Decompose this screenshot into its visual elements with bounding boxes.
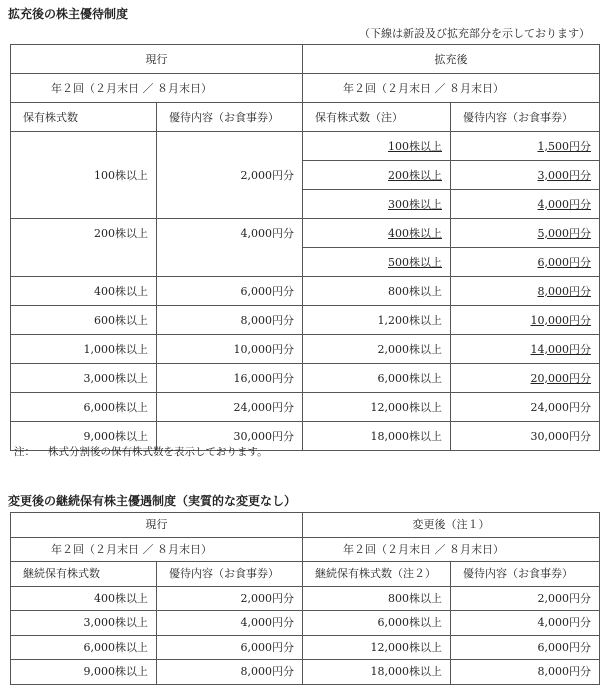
expanded-benefit-cell: 8,000円分 [451,277,600,306]
changed-benefit-cell: 8,000円分 [451,660,600,685]
header-expanded: 拡充後 [303,45,600,74]
changed-benefit-cell: 4,000円分 [451,611,600,636]
footnote-text: 株式分割後の保有株式数を表示しております。 [48,446,268,458]
current-benefit-cell: 4,000円分 [157,219,303,248]
table-row [11,277,600,306]
expanded-shares-cell: 12,000株以上 [303,393,451,422]
expanded-shares-cell: 1,200株以上 [303,306,451,335]
current-benefit-cell: 8,000円分 [157,660,303,685]
continuous-holder-table [10,512,600,685]
current-shares-cell: 600株以上 [11,306,157,335]
header-changed: 変更後（注１） [303,513,600,538]
current-benefit-cell: 4,000円分 [157,611,303,636]
changed-shares-cell: 800株以上 [303,586,451,611]
header-current-period: 年２回（２月末日 ／ ８月末日） [11,537,303,562]
col-benefit-header: 優待内容（お食事券） [157,562,303,587]
current-shares-cell [11,190,157,219]
expanded-shares-cell: 200株以上 [303,161,451,190]
current-benefit-cell: 10,000円分 [157,335,303,364]
table-row [11,660,600,685]
changed-shares-cell: 6,000株以上 [303,611,451,636]
changed-shares-cell: 12,000株以上 [303,635,451,660]
expanded-benefit-cell: 10,000円分 [451,306,600,335]
expanded-benefit-cell: 4,000円分 [451,190,600,219]
table-row [11,586,600,611]
expanded-benefit-cell: 5,000円分 [451,219,600,248]
table-column-header-row [11,103,600,132]
header-expanded-period: 年２回（２月末日 ／ ８月末日） [303,74,600,103]
table-column-header-row [11,562,600,587]
current-benefit-cell: 30,000円分 [157,422,303,451]
footnote-label: 注： [14,446,35,458]
current-benefit-cell: 6,000円分 [157,635,303,660]
expanded-benefit-cell: 14,000円分 [451,335,600,364]
expanded-benefit-cell: 30,000円分 [451,422,600,451]
col-benefit-new-header: 優待内容（お食事券） [451,103,600,132]
expanded-shares-cell: 800株以上 [303,277,451,306]
expanded-benefit-cell: 3,000円分 [451,161,600,190]
expanded-shares-cell: 400株以上 [303,219,451,248]
table-row [11,161,600,190]
table-row [11,611,600,636]
col-shares-header: 保有株式数 [11,103,157,132]
col-shares-new-header: 継続保有株式数（注２） [303,562,451,587]
current-shares-cell [11,248,157,277]
current-shares-cell: 400株以上 [11,586,157,611]
footnote [14,444,268,459]
expanded-benefit-cell: 1,500円分 [451,132,600,161]
expanded-shares-cell: 6,000株以上 [303,364,451,393]
section1-subtitle: （下線は新設及び拡充部分を示しております） [359,27,590,40]
table-row [11,393,600,422]
expanded-shares-cell: 2,000株以上 [303,335,451,364]
current-benefit-cell [157,248,303,277]
expanded-shares-cell: 500株以上 [303,248,451,277]
benefit-table-expanded [10,44,600,451]
section1-title: 拡充後の株主優待制度 [8,7,129,21]
current-shares-cell: 400株以上 [11,277,157,306]
section2-title: 変更後の継続保有株主優遇制度（実質的な変更なし） [8,494,297,508]
table-row [11,335,600,364]
table-row [11,190,600,219]
current-benefit-cell: 6,000円分 [157,277,303,306]
header-current: 現行 [11,513,303,538]
table-period-row [11,537,600,562]
expanded-shares-cell: 300株以上 [303,190,451,219]
changed-benefit-cell: 2,000円分 [451,586,600,611]
current-shares-cell: 200株以上 [11,219,157,248]
table-period-row [11,74,600,103]
current-benefit-cell: 8,000円分 [157,306,303,335]
table-row [11,306,600,335]
table-row [11,132,600,161]
current-shares-cell: 9,000株以上 [11,422,157,451]
table-row [11,635,600,660]
header-changed-period: 年２回（２月末日 ／ ８月末日） [303,537,600,562]
table-row [11,248,600,277]
col-shares-header: 継続保有株式数 [11,562,157,587]
current-shares-cell: 100株以上 [11,161,157,190]
current-shares-cell: 6,000株以上 [11,635,157,660]
changed-shares-cell: 18,000株以上 [303,660,451,685]
expanded-benefit-cell: 20,000円分 [451,364,600,393]
current-benefit-cell: 2,000円分 [157,586,303,611]
expanded-benefit-cell: 6,000円分 [451,248,600,277]
current-shares-cell: 6,000株以上 [11,393,157,422]
table-row [11,364,600,393]
col-shares-new-header: 保有株式数（注） [303,103,451,132]
expanded-shares-cell: 100株以上 [303,132,451,161]
header-current-period: 年２回（２月末日 ／ ８月末日） [11,74,303,103]
current-shares-cell [11,132,157,161]
current-shares-cell: 9,000株以上 [11,660,157,685]
current-shares-cell: 1,000株以上 [11,335,157,364]
col-benefit-new-header: 優待内容（お食事券） [451,562,600,587]
current-shares-cell: 3,000株以上 [11,611,157,636]
current-shares-cell: 3,000株以上 [11,364,157,393]
expanded-benefit-cell: 24,000円分 [451,393,600,422]
current-benefit-cell: 24,000円分 [157,393,303,422]
expanded-shares-cell: 18,000株以上 [303,422,451,451]
changed-benefit-cell: 6,000円分 [451,635,600,660]
current-benefit-cell [157,132,303,161]
current-benefit-cell [157,190,303,219]
table-row [11,219,600,248]
current-benefit-cell: 16,000円分 [157,364,303,393]
table-header-row [11,513,600,538]
current-benefit-cell: 2,000円分 [157,161,303,190]
col-benefit-header: 優待内容（お食事券） [157,103,303,132]
table-header-row [11,45,600,74]
header-current: 現行 [11,45,303,74]
